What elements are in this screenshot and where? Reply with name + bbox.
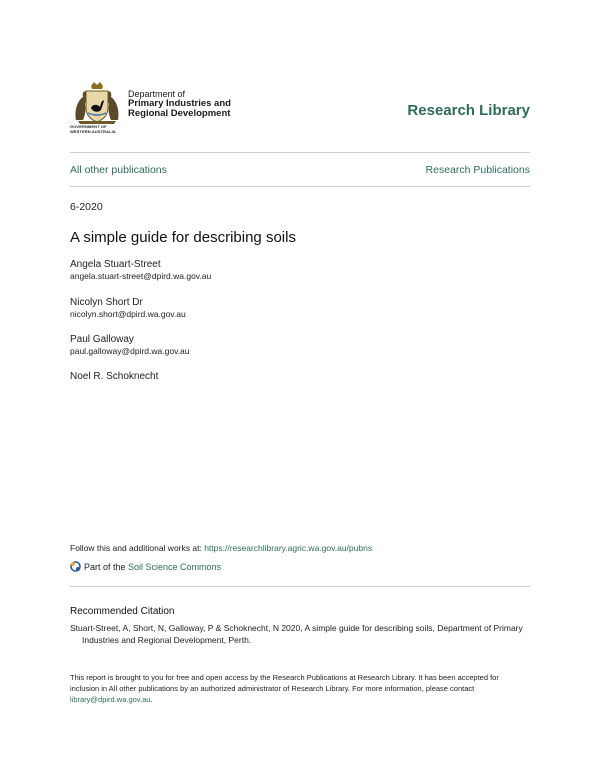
author-1 — [70, 258, 211, 282]
dept-line-2: Primary Industries and — [128, 98, 231, 109]
soil-science-commons-link[interactable]: Soil Science Commons — [128, 562, 222, 572]
recommended-citation-heading: Recommended Citation — [70, 606, 175, 617]
follow-line — [70, 543, 372, 553]
part-of-prefix: Part of the — [84, 562, 129, 572]
access-note-suffix: . — [150, 695, 153, 704]
divider — [70, 586, 530, 587]
all-other-publications-link[interactable]: All other publications — [70, 164, 167, 176]
follow-url-link[interactable]: https://researchlibrary.agric.wa.gov.au/pubns — [204, 543, 373, 553]
author-2 — [70, 296, 186, 320]
gov-line-2: WESTERN AUSTRALIA — [70, 129, 116, 134]
author-4 — [70, 370, 158, 383]
document-title: A simple guide for describing soils — [70, 229, 296, 246]
research-publications-link[interactable]: Research Publications — [425, 164, 530, 176]
recommended-citation-text: Stuart-Street, A, Short, N, Galloway, P & Schoknecht, N 2020, A simple guide for describing soils, Department of Primary Industries and Regional Development, Perth. — [70, 623, 523, 645]
divider — [70, 186, 530, 187]
dept-line-3: Regional Development — [128, 108, 231, 119]
divider — [70, 152, 530, 153]
contact-email-link[interactable]: library@dpird.wa.gov.au — [70, 695, 151, 704]
gov-line-1: GOVERNMENT OF — [70, 124, 107, 129]
author-name: Angela Stuart-Street — [70, 259, 161, 270]
author-name: Noel R. Schoknecht — [70, 371, 159, 382]
author-name: Paul Galloway — [70, 334, 134, 345]
department-name — [128, 89, 231, 119]
author-email[interactable]: angela.stuart-street@dpird.wa.gov.au — [70, 271, 212, 281]
author-name: Nicolyn Short Dr — [70, 297, 143, 308]
access-note — [70, 672, 530, 705]
author-3 — [70, 333, 190, 357]
network-icon — [70, 561, 81, 572]
header — [70, 80, 530, 140]
government-label — [70, 124, 116, 134]
research-library-title: Research Library — [407, 102, 530, 119]
author-email[interactable]: paul.galloway@dpird.wa.gov.au — [70, 346, 190, 356]
dept-line-1: Department of — [128, 89, 186, 99]
follow-prefix: Follow this and additional works at: — [70, 543, 205, 553]
access-note-text: This report is brought to you for free and open access by the Research Publications at Research Library. It has been accepted for inclusion in All other publications by an authorized administrator of Research Library. For more information, please contact — [70, 673, 499, 693]
publication-date: 6-2020 — [70, 201, 103, 213]
part-of-line — [70, 561, 221, 572]
author-email[interactable]: nicolyn.short@dpird.wa.gov.au — [70, 309, 186, 319]
